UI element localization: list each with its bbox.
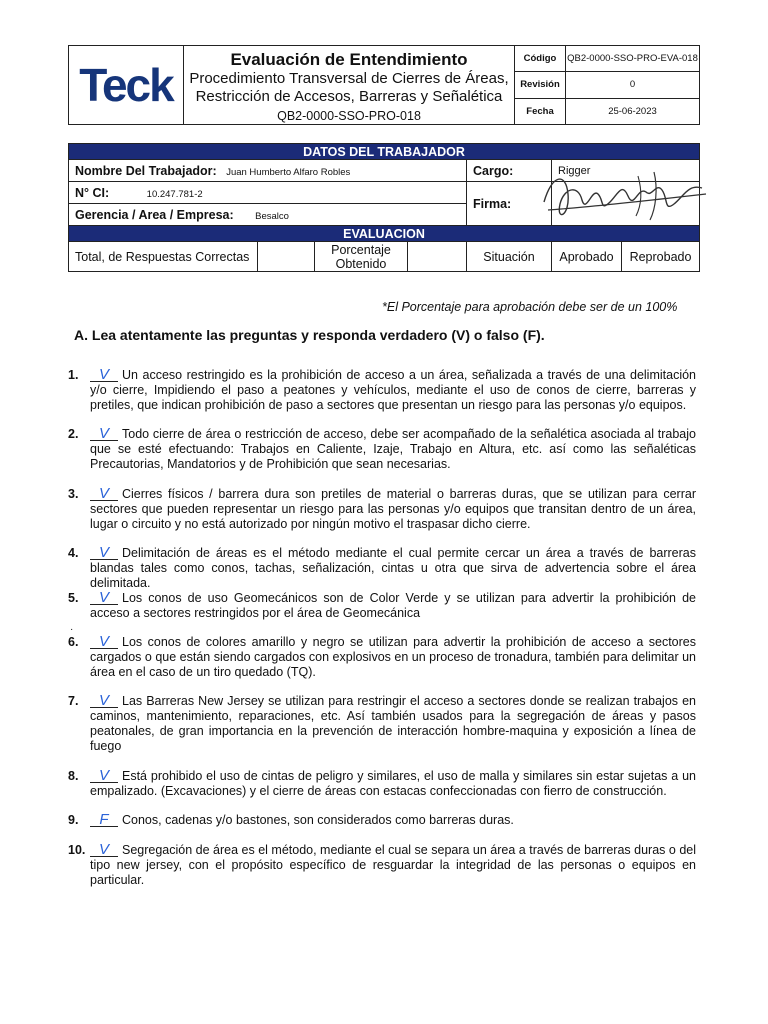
question-number: 9. — [68, 813, 79, 827]
document-title: Evaluación de Entendimiento — [230, 49, 468, 69]
revision-value: 0 — [566, 72, 700, 98]
question-number: 5. — [68, 591, 79, 605]
question-item — [68, 546, 696, 591]
question-text: Los conos de colores amarillo y negro se utilizan para advertir la prohibición de acceso a sectores cargados o que están siendo cargados con explosivos en un proceso de tronadura, también para delimitar un área en el caso de un tiro quedado (TQ). — [90, 635, 696, 679]
question-number: 3. — [68, 487, 79, 501]
question-item — [68, 427, 696, 472]
title-cell — [184, 46, 515, 125]
question-text: Las Barreras New Jersey se utilizan para restringir el acceso a sectores donde se realizan trabajos en caminos, mantenimiento, reparaciones, etc. Así también usados para la segregación de áreas y pasos peatonales, de gran importancia en la prevención de interacción hombre-maquina y exposición a línea de fuego — [90, 694, 696, 753]
name-row — [69, 160, 467, 182]
name-label: Nombre Del Trabajador: — [75, 163, 217, 178]
answer-mark: V — [90, 694, 118, 708]
document-header — [68, 45, 700, 125]
codigo-label: Código — [515, 46, 566, 72]
question-item — [68, 591, 696, 621]
answer-mark: V — [90, 427, 118, 441]
firma-label: Firma: — [473, 196, 512, 211]
fecha-label: Fecha — [515, 98, 566, 124]
situacion-label: Situación — [467, 242, 552, 272]
answer-mark: V — [90, 487, 118, 501]
question-text: Los conos de uso Geomecánicos son de Color Verde y se utilizan para advertir la prohibición de acceso a sectores restringidos por el área de Geomecánica — [90, 591, 696, 620]
cargo-value: Rigger — [552, 160, 700, 182]
fecha-value: 25-06-2023 — [566, 98, 700, 124]
aprobado-option: Aprobado — [552, 242, 622, 272]
question-item — [68, 694, 696, 754]
total-value — [258, 242, 315, 272]
question-text: Delimitación de áreas es el método mediante el cual permite cercar un área a través de barreras blandas tales como conos, tachas, señalización, cintas u otra que sirva de advertencia sobre el área delimitada. — [90, 546, 696, 590]
signature-scribble — [538, 164, 710, 226]
gerencia-row — [69, 204, 467, 226]
porcentaje-label: Porcentaje Obtenido — [315, 242, 408, 272]
reprobado-option: Reprobado — [622, 242, 700, 272]
logo-cell — [69, 46, 184, 125]
question-text: Conos, cadenas y/o bastones, son considerados como barreras duras. — [122, 813, 514, 827]
question-number: 6. — [68, 635, 79, 649]
codigo-value: QB2-0000-SSO-PRO-EVA-018 — [566, 46, 700, 72]
question-item — [68, 487, 696, 532]
approval-note: *El Porcentaje para aprobación debe ser de un 100% — [382, 300, 678, 314]
total-label: Total, de Respuestas Correctas — [69, 242, 258, 272]
question-number: 7. — [68, 694, 79, 708]
question-text: Todo cierre de área o restricción de acceso, debe ser acompañado de la señalética asociada al trabajo que se esté efectuando: Trabajos en Caliente, Izaje, Trabajo en Altura, etc. así como las señaléticas Precautorias, Mandatorios y de Prohibición que sean necesarias. — [90, 427, 696, 471]
document-code: QB2-0000-SSO-PRO-018 — [277, 108, 421, 123]
answer-mark: V — [90, 843, 118, 857]
question-text: Segregación de área es el método, mediante el cual se separa un área a través de barreras duras o del tipo new jersey, con el propósito específico de resguardar la integridad de las personas o equipos en particular. — [90, 843, 696, 887]
ci-label: N° CI: — [75, 185, 110, 200]
question-number: 8. — [68, 769, 79, 783]
question-item — [68, 368, 696, 413]
question-item — [68, 769, 696, 799]
stray-mark: · — [70, 624, 74, 635]
document-subtitle-line1: Procedimiento Transversal de Cierres de Áreas, — [189, 69, 509, 87]
answer-mark: V — [90, 769, 118, 783]
name-value: Juan Humberto Alfaro Robles — [226, 166, 351, 178]
question-number: 2. — [68, 427, 79, 441]
teck-logo: Teck — [79, 59, 173, 111]
question-text: Cierres físicos / barrera dura son pretiles de material o barreras duras, que se utilizan para cerrar sectores que pueden representar un riesgo para las personas y/o equipos que transitan dentro de un área, lugar o circuito y no está autorizado por ningún motivo el traspasar dicho cierre. — [90, 487, 696, 531]
question-number: 10. — [68, 843, 86, 857]
question-number: 4. — [68, 546, 79, 560]
porcentaje-value — [408, 242, 467, 272]
section-heading: A. Lea atentamente las preguntas y responda verdadero (V) o falso (F). — [74, 327, 545, 343]
answer-mark: V — [90, 368, 118, 382]
ci-value: 10.247.781-2 — [146, 188, 203, 200]
question-text: Está prohibido el uso de cintas de peligro y similares, el uso de malla y similares sin estar sujetas a un empalizado. (Excavaciones) y el cierre de áreas con estacas confeccionadas con fierro de construcción. — [90, 769, 696, 798]
question-number: 1. — [68, 368, 79, 382]
question-item — [68, 635, 696, 680]
gerencia-value: Besalco — [255, 210, 289, 222]
answer-mark: V — [90, 546, 118, 560]
revision-label: Revisión — [515, 72, 566, 98]
answer-mark: F — [90, 813, 118, 827]
worker-section-title: DATOS DEL TRABAJADOR — [69, 144, 700, 160]
evaluation-section-title: EVALUACION — [69, 226, 700, 242]
gerencia-label: Gerencia / Area / Empresa: — [75, 207, 234, 222]
answer-mark: V — [90, 591, 118, 605]
cargo-label: Cargo: — [473, 163, 514, 178]
document-subtitle-line2: Restricción de Accesos, Barreras y Señalética — [195, 87, 503, 105]
answer-mark: V — [90, 635, 118, 649]
question-item — [68, 843, 696, 888]
question-text: Un acceso restringido es la prohibición de acceso a un área, señalizada a través de una delimitación y/o cierre, Impidiendo el paso a peatones y vehículos, mediante el uso de conos de cierre, barreras y pretiles, que indican prohibición de paso a sectores que presentan un riesgo para las personas y/o equipos. — [90, 368, 696, 412]
question-item — [68, 813, 696, 828]
ci-row — [69, 182, 467, 204]
